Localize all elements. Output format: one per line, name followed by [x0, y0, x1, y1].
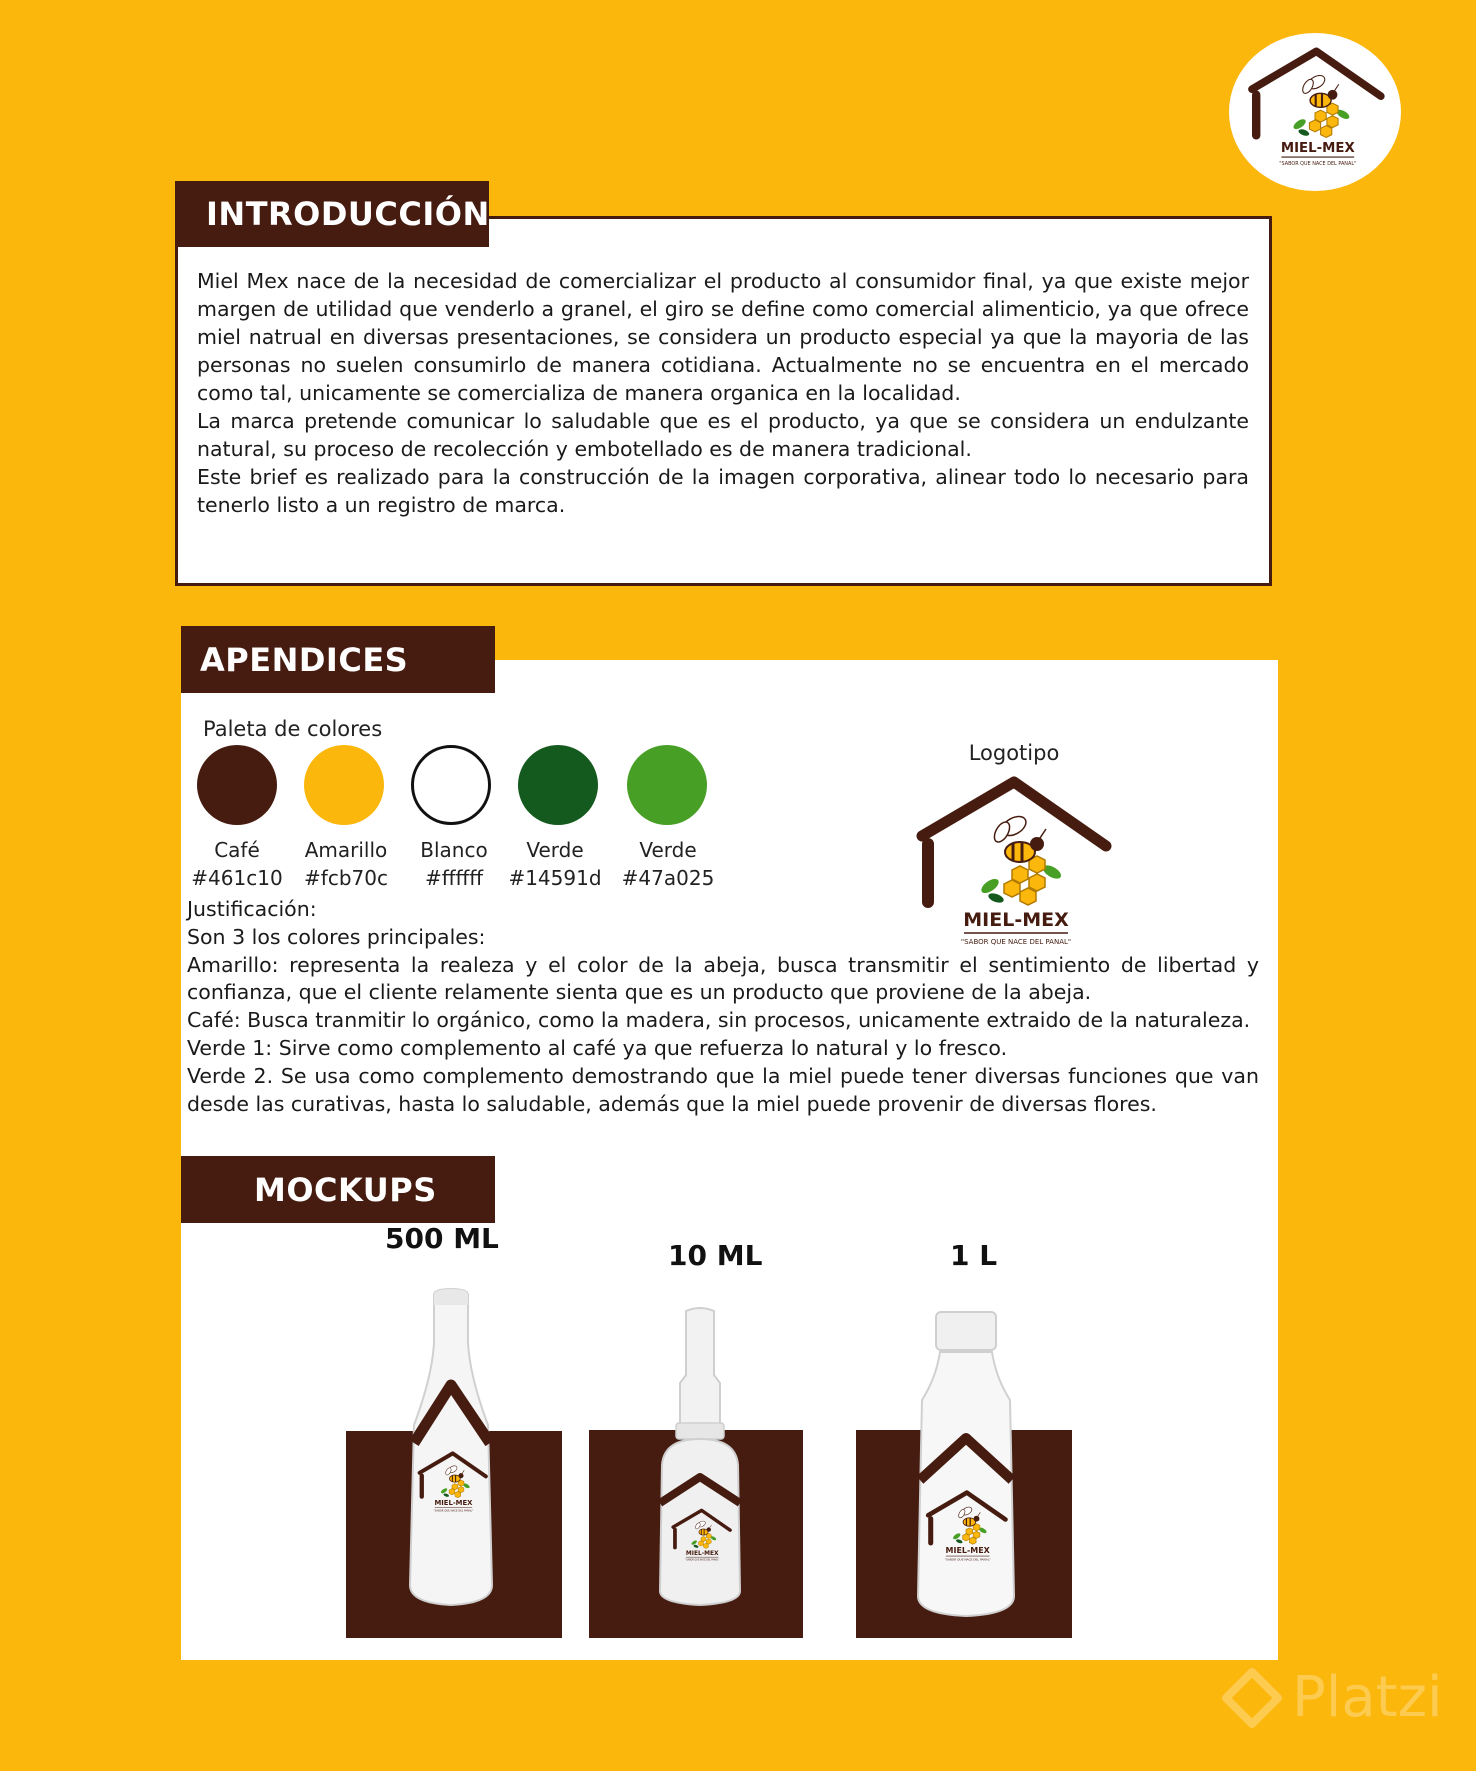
mockup-size-1l: 1 L — [950, 1239, 998, 1272]
logo-caption: Logotipo — [968, 741, 1060, 765]
color-swatch-amarillo — [304, 745, 384, 825]
color-name: Blanco — [420, 838, 488, 862]
mockup-size-10ml: 10 ML — [668, 1239, 763, 1272]
intro-text — [197, 267, 1249, 519]
platzi-logo-icon — [1222, 1668, 1282, 1728]
dropper-10ml-icon — [650, 1305, 750, 1607]
justification-line: Justificación: — [187, 897, 317, 921]
justification-line: Verde 1: Sirve como complemento al café ya que refuerza lo natural y lo fresco. — [187, 1035, 1008, 1060]
color-hex: #fcb70c — [304, 866, 388, 890]
apendices-title — [181, 626, 495, 693]
color-name: Verde — [526, 838, 584, 862]
intro-paragraph: La marca pretende comunicar lo saludable que es el producto, ya que se considera un endulzante natural, su proceso de recolección y embotellado es de manera tradicional. — [197, 409, 1249, 461]
color-hex: #14591d — [508, 866, 602, 890]
color-label-cafe — [177, 836, 297, 892]
color-swatch-blanco — [411, 745, 491, 825]
justification-line: Amarillo: representa la realeza y el color de la abeja, busca transmitir el sentimiento de libertad y confianza, que el cliente relamente sienta que es un producto que proviene de la abeja. — [187, 952, 1259, 1005]
color-label-verde-2 — [608, 836, 728, 892]
watermark-text: Platzi — [1292, 1665, 1443, 1730]
color-name: Verde — [639, 838, 697, 862]
color-hex: #461c10 — [191, 866, 283, 890]
intro-title-text: INTRODUCCIÓN — [206, 195, 490, 233]
platzi-watermark — [1222, 1665, 1443, 1730]
color-hex: #47a025 — [621, 866, 715, 890]
color-hex: #ffffff — [424, 866, 484, 890]
color-name: Café — [214, 838, 260, 862]
justification-text — [187, 896, 1259, 1118]
color-swatch-verde-1 — [518, 745, 598, 825]
apendices-title-text: APENDICES — [200, 640, 409, 679]
color-name: Amarillo — [304, 838, 388, 862]
mockup-size-500ml: 500 ML — [385, 1222, 499, 1255]
color-label-verde-1 — [495, 836, 615, 892]
header-logo-badge — [1229, 33, 1401, 191]
bottle-500ml-icon — [396, 1285, 506, 1610]
color-label-amarillo — [286, 836, 406, 892]
mockups-title — [181, 1156, 495, 1223]
miel-mex-logo-icon — [1229, 33, 1401, 191]
justification-line: Verde 2. Se usa como complemento demostrando que la miel puede tener diversas funciones que van desde las curativas, hasta lo saludable, además que la miel puede provenir de diversas flores. — [187, 1063, 1259, 1116]
justification-line: Café: Busca tranmitir lo orgánico, como la madera, sin procesos, unicamente extraido de la naturaleza. — [187, 1008, 1251, 1033]
color-swatch-cafe — [197, 745, 277, 825]
intro-paragraph: Este brief es realizado para la construcción de la imagen corporativa, alinear todo lo necesario para tenerlo listo a un registro de marca. — [197, 465, 1249, 517]
color-swatch-verde-2 — [627, 745, 707, 825]
bottle-1l-icon — [910, 1308, 1022, 1620]
intro-title — [175, 181, 489, 247]
mockups-title-text: MOCKUPS — [254, 1170, 437, 1209]
intro-paragraph: Miel Mex nace de la necesidad de comercializar el producto al consumidor final, ya que existe mejor margen de utilidad que venderlo a granel, el giro se define como comercial alimenticio, ya que ofrece miel natrual en diversas presentaciones, se considera un producto especial ya que la mayoria de las personas no suelen consumirlo de manera cotidiana. Actualmente no se encuentra en el mercado como tal, unicamente se comercializa de manera organica en la localidad. — [197, 269, 1249, 405]
palette-title: Paleta de colores — [203, 717, 383, 741]
justification-line: Son 3 los colores principales: — [187, 924, 486, 949]
